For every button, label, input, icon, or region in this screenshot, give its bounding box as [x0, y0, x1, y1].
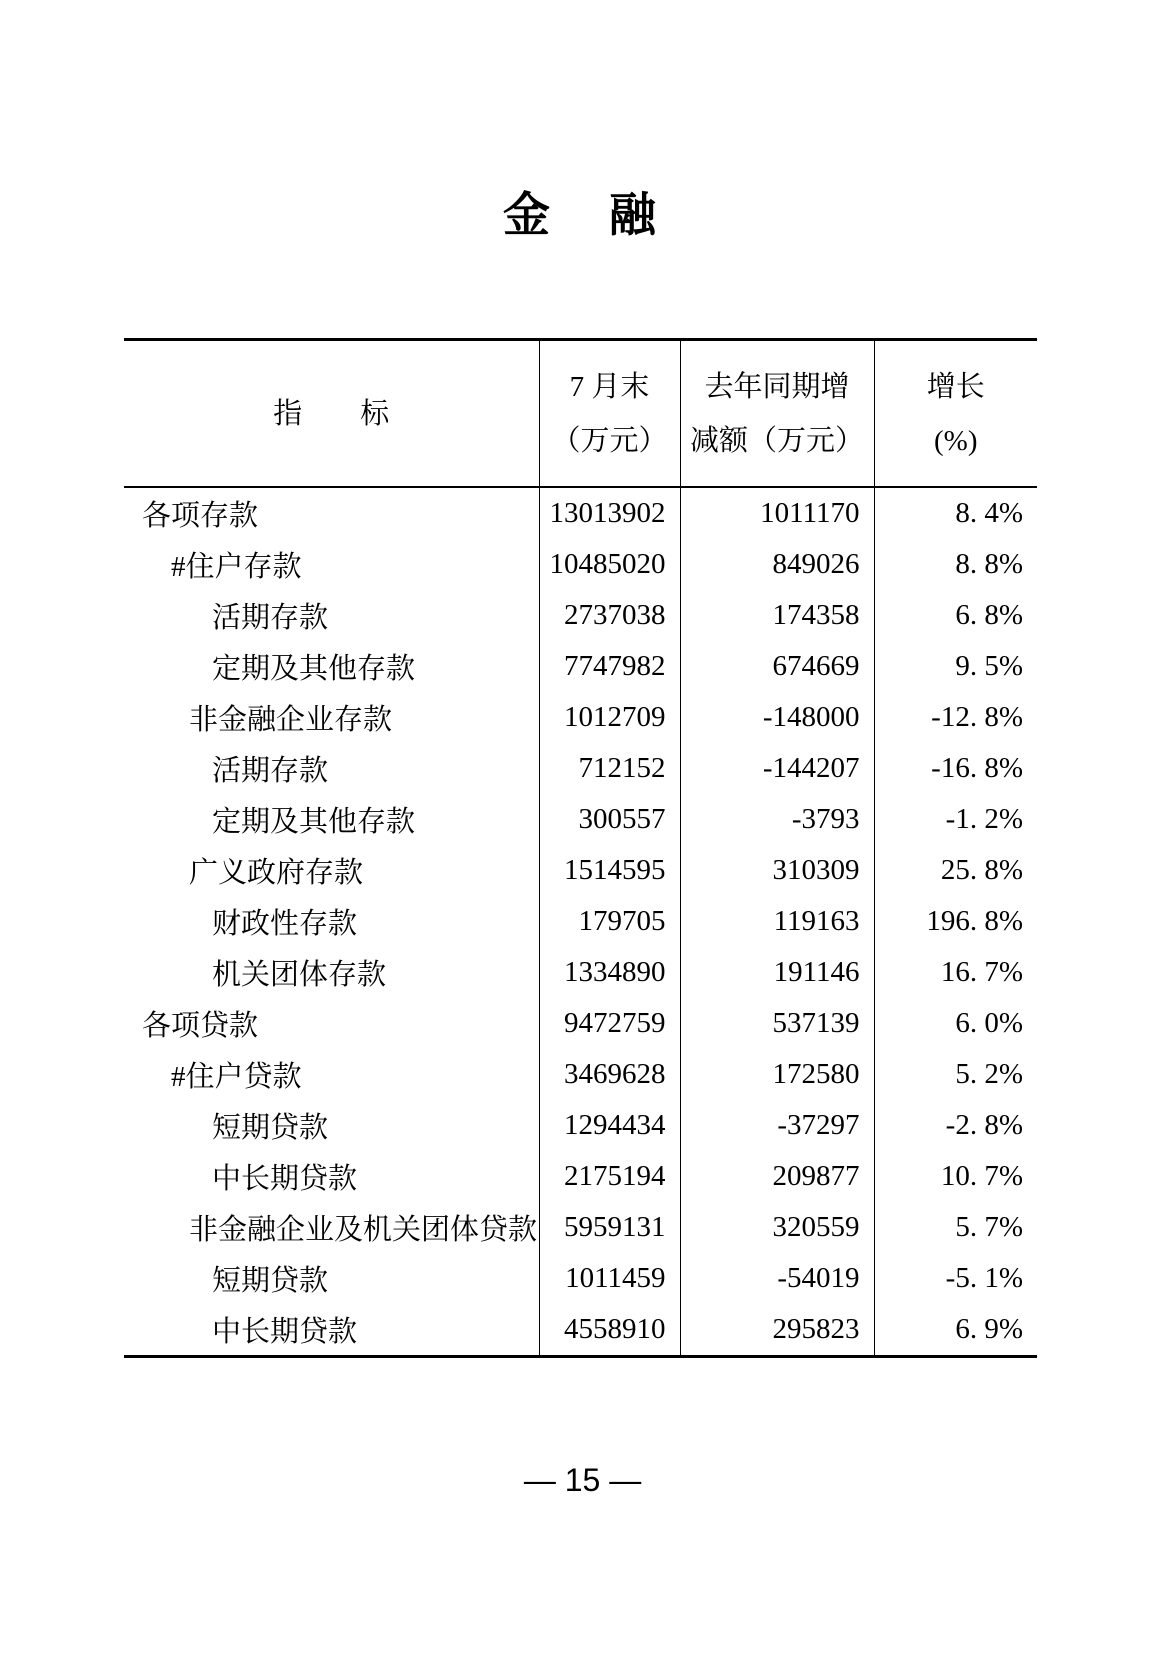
row-label: 中长期贷款 [212, 1163, 358, 1195]
row-july-value: 4558910 [539, 1304, 680, 1357]
row-label: 非金融企业及机关团体贷款 [189, 1214, 538, 1246]
row-growth-value: 6. 0% [874, 998, 1037, 1049]
row-change-value: 320559 [680, 1202, 874, 1253]
row-label: #住户贷款 [171, 1061, 302, 1093]
header-growth [874, 340, 1037, 488]
table-row [124, 1202, 1037, 1253]
row-july-value: 5959131 [539, 1202, 680, 1253]
row-label: 短期贷款 [212, 1265, 329, 1297]
row-growth-value: -12. 8% [874, 692, 1037, 743]
row-july-value: 13013902 [539, 487, 680, 539]
table-row [124, 998, 1037, 1049]
row-label: 中长期贷款 [212, 1316, 358, 1348]
header-yoy-change [680, 340, 874, 488]
row-change-value: 172580 [680, 1049, 874, 1100]
row-growth-value: -2. 8% [874, 1100, 1037, 1151]
table-row [124, 487, 1037, 539]
row-july-value: 2737038 [539, 590, 680, 641]
row-growth-value: 9. 5% [874, 641, 1037, 692]
row-growth-value: -5. 1% [874, 1253, 1037, 1304]
row-growth-value: -1. 2% [874, 794, 1037, 845]
row-change-value: -3793 [680, 794, 874, 845]
row-label: 非金融企业存款 [189, 704, 393, 736]
row-growth-value: 6. 8% [874, 590, 1037, 641]
row-change-value: 537139 [680, 998, 874, 1049]
row-growth-value: 6. 9% [874, 1304, 1037, 1357]
row-change-value: 674669 [680, 641, 874, 692]
row-label: 各项贷款 [142, 1010, 259, 1042]
table-row [124, 1304, 1037, 1357]
row-growth-value: 8. 4% [874, 487, 1037, 539]
row-growth-value: 16. 7% [874, 947, 1037, 998]
row-label: 活期存款 [212, 755, 329, 787]
row-growth-value: 196. 8% [874, 896, 1037, 947]
row-change-value: -54019 [680, 1253, 874, 1304]
row-label: 各项存款 [142, 500, 259, 532]
row-change-value: 119163 [680, 896, 874, 947]
row-change-value: 849026 [680, 539, 874, 590]
header-growth-line1: 增长 [926, 370, 985, 403]
header-indicator-label: 指 标 [273, 397, 390, 430]
row-label: 定期及其他存款 [212, 653, 416, 685]
row-change-value: 209877 [680, 1151, 874, 1202]
row-july-value: 1294434 [539, 1100, 680, 1151]
row-change-value: 310309 [680, 845, 874, 896]
row-change-value: 191146 [680, 947, 874, 998]
row-label: 广义政府存款 [189, 857, 364, 889]
header-indicator [124, 340, 539, 488]
table-row [124, 1253, 1037, 1304]
row-label: 财政性存款 [212, 908, 358, 940]
row-label: #住户存款 [171, 551, 302, 583]
row-growth-value: 5. 7% [874, 1202, 1037, 1253]
table-row [124, 1100, 1037, 1151]
row-label: 短期贷款 [212, 1112, 329, 1144]
row-july-value: 3469628 [539, 1049, 680, 1100]
row-label: 机关团体存款 [212, 959, 387, 991]
row-change-value: 174358 [680, 590, 874, 641]
row-july-value: 7747982 [539, 641, 680, 692]
row-change-value: -144207 [680, 743, 874, 794]
header-row [124, 340, 1037, 488]
row-july-value: 10485020 [539, 539, 680, 590]
page-number: — 15 — [523, 1462, 642, 1498]
finance-table-container [124, 338, 1037, 1358]
row-july-value: 2175194 [539, 1151, 680, 1202]
row-growth-value: 25. 8% [874, 845, 1037, 896]
table-row [124, 743, 1037, 794]
row-growth-value: 8. 8% [874, 539, 1037, 590]
row-july-value: 1334890 [539, 947, 680, 998]
table-row [124, 590, 1037, 641]
header-yoy-change-line2: 减额（万元） [689, 424, 864, 457]
page-title: 金 融 [503, 188, 662, 241]
row-july-value: 300557 [539, 794, 680, 845]
table-row [124, 1049, 1037, 1100]
row-change-value: -148000 [680, 692, 874, 743]
row-growth-value: 5. 2% [874, 1049, 1037, 1100]
table-row [124, 845, 1037, 896]
row-july-value: 1012709 [539, 692, 680, 743]
row-july-value: 179705 [539, 896, 680, 947]
table-row [124, 794, 1037, 845]
header-yoy-change-line1: 去年同期增 [704, 370, 850, 403]
row-july-value: 1011459 [539, 1253, 680, 1304]
table-row [124, 1151, 1037, 1202]
table-body [124, 487, 1037, 1357]
header-growth-line2: (%) [934, 424, 978, 457]
header-july-end-line2: （万元） [551, 424, 668, 457]
row-growth-value: -16. 8% [874, 743, 1037, 794]
header-july-end-line1: 7 月末 [569, 370, 650, 403]
row-change-value: 295823 [680, 1304, 874, 1357]
header-july-end [539, 340, 680, 488]
row-label: 活期存款 [212, 602, 329, 634]
table-row [124, 947, 1037, 998]
row-change-value: 1011170 [680, 487, 874, 539]
row-july-value: 712152 [539, 743, 680, 794]
table-row [124, 539, 1037, 590]
table-row [124, 692, 1037, 743]
table-header [124, 340, 1037, 488]
row-change-value: -37297 [680, 1100, 874, 1151]
table-row [124, 641, 1037, 692]
finance-table [124, 338, 1037, 1358]
row-july-value: 9472759 [539, 998, 680, 1049]
row-growth-value: 10. 7% [874, 1151, 1037, 1202]
table-row [124, 896, 1037, 947]
row-label: 定期及其他存款 [212, 806, 416, 838]
row-july-value: 1514595 [539, 845, 680, 896]
